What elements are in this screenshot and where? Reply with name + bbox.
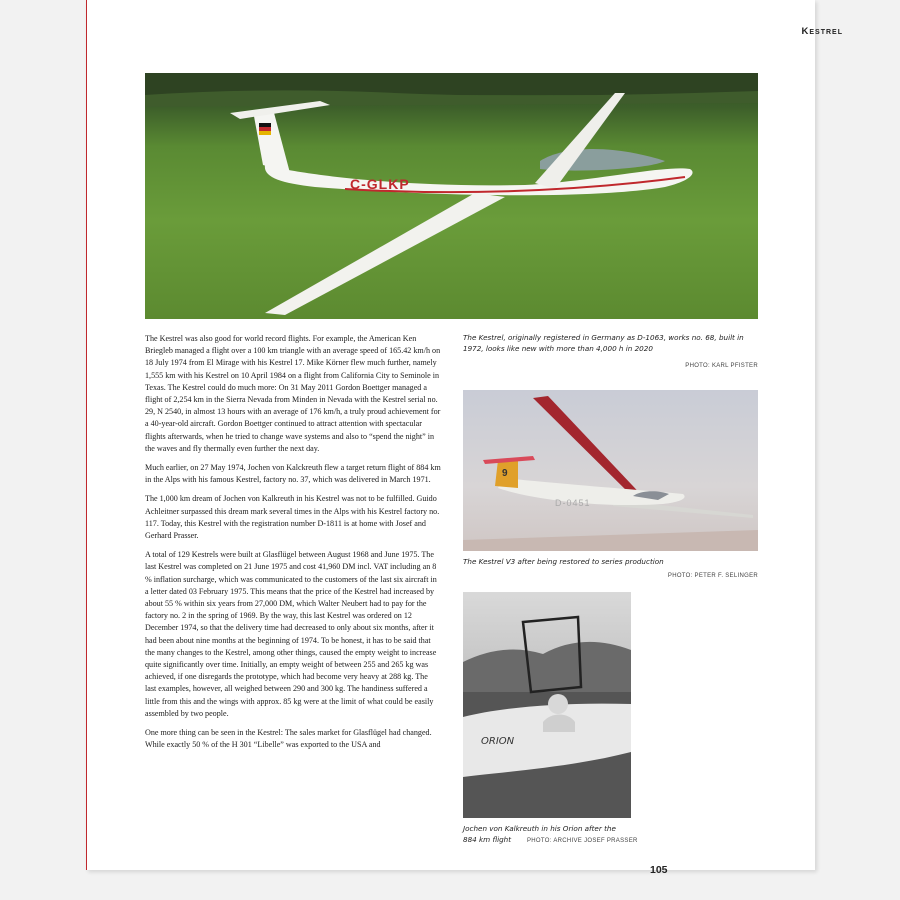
running-head: Kestrel [801,26,843,37]
caption-v3-photo: The Kestrel V3 after being restored to series production [463,557,664,566]
orion-illustration [463,592,631,818]
photo-orion [463,592,631,818]
registration-marking: D-0451 [555,498,591,508]
glider-illustration [145,73,758,319]
credit-orion-photo: PHOTO: ARCHIVE JOSEF PRASSER [527,838,638,844]
photo-kestrel-v3 [463,390,758,551]
caption-orion-line1: Jochen von Kalkreuth in his Orion after the [463,824,616,833]
registration-marking: C-GLKP [350,176,410,192]
caption-main-photo: The Kestrel, originally registered in Germany as D-1063, works no. 68, built in 1972, looks like new with more than 4,000 h in 2020 [463,333,744,353]
paragraph: The Kestrel was also good for world record flights. For example, the American Ken Briegleb managed a flight over a 100 km triangle with an average speed of 165.42 km/h on 18 July 1974 from El Mirage with his Kestrel 17. Mike Körner flew much further, namely 1,555 km with his Kestrel on 10 April 1984 on a flight from California City to Seminole in Texas. The Kestrel could do much more: On 31 May 2011 Gordon Boettger managed a flight of 2,254 km in the Sierra Nevada from Minden in Nevada with the Kestrel serial no. 29, N 2540, in almost 13 hours with an average of 176 km/h, a truly proud achievement for a 40-year-old aircraft. Gordon Boettger continued to attract attention with spectacular flights afterwards, when he tried to change wave systems and also to “spend the night” in the waves and fly thermally even further the next day. [145,334,441,453]
paragraph: Much earlier, on 27 May 1974, Jochen von Kalckreuth flew a target return flight of 884 km in the Alps with his famous Kestrel, factory no. 37, which was delivered in March 1971. [145,463,441,485]
paragraph: One more thing can be seen in the Kestrel: The sales market for Glasflügel had changed. While exactly 50 % of the H 301 “Libelle” was exported to the USA and [145,728,432,750]
paragraph: The 1,000 km dream of Jochen von Kalkreuth in his Kestrel was not to be fulfilled. Guido Achleitner surpassed this dream mark several times in the Alps with his Kestrel factory no. 117. Today, this Kestrel with the registration number D-1811 is at home with Josef and Gerhard Prasser. [145,494,440,541]
body-text [145,333,441,759]
glider-name-marking: ORION [481,736,515,747]
caption-orion-line2: 884 km flight [463,835,512,844]
credit-v3-photo: PHOTO: PETER F. SELINGER [667,573,758,579]
page-number: 105 [650,864,668,876]
fin-number: 9 [502,468,508,479]
paragraph: A total of 129 Kestrels were built at Glasflügel between August 1968 and June 1975. The last Kestrel was completed on 21 June 1975 and cost 41,960 DM incl. VAT including an 8 % inflation surcharge, which was communicated to the customers of the last six aircraft in a letter dated 03 February 1975. This means that the price of the Kestrel had increased by about 55 % within six years from 27,000 DM, which Walter Neubert had to pay for the factory no. 2 in the spring of 1969. By the way, this last Kestrel was ordered on 12 December 1974, so that the delivery time had decreased to only about six months, after it had been about nine months at the beginning of 1974. To be honest, it has to be said that the many changes to the Kestrel, among other things, caused the empty weight to increase quite significantly over time. Initially, an empty weight of between 255 and 265 kg was achieved, if one disregards the prototype, which had become very heavy at 288 kg. The last examples, however, all weighed between 290 and 300 kg. The handiness suffered a little from this and the wings with approx. 85 kg were at the limit of what could be easily assembled by two people. [145,550,437,718]
credit-main-photo: PHOTO: KARL PFISTER [685,363,758,369]
photo-kestrel-on-grass [145,73,758,319]
